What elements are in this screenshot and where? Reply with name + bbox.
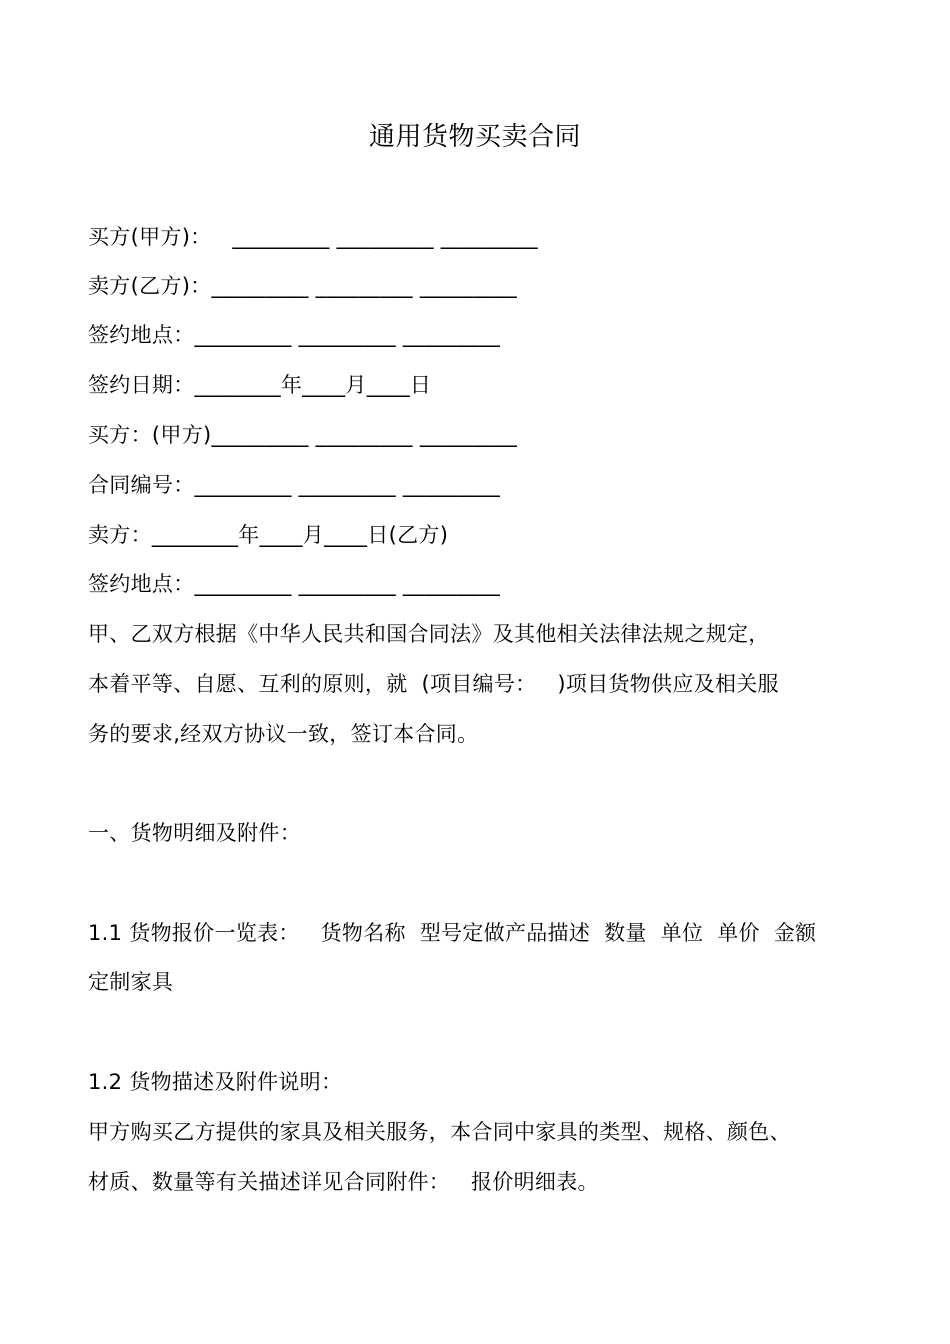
sign-place-field-2: 签约地点：_________ _________ _________: [88, 572, 501, 596]
item-1-2-body-line: 材质、数量等有关描述详见合同附件： 报价明细表。: [88, 1170, 599, 1194]
intro-paragraph-line: 务的要求,经双方协议一致，签订本合同。: [88, 722, 479, 746]
sign-place-field: 签约地点：_________ _________ _________: [88, 323, 501, 347]
document-title: 通用货物买卖合同: [368, 122, 581, 152]
intro-paragraph-line: 甲、乙双方根据《中华人民共和国合同法》及其他相关法律法规之规定，: [88, 622, 770, 646]
item-1-2-heading: 1.2 货物描述及附件说明：: [88, 1070, 343, 1094]
intro-paragraph-line: 本着平等、自愿、互利的原则，就 (项目编号： )项目货物供应及相关服: [88, 672, 779, 696]
buyer-field-2: 买方：(甲方)_________ _________ _________: [88, 423, 518, 447]
buyer-field: 买方(甲方)： _________ _________ _________: [88, 225, 538, 249]
sign-date-field: 签约日期：________年____月____日: [88, 373, 432, 397]
seller-field-2: 卖方：________年____月____日(乙方): [88, 523, 449, 547]
contract-number-field: 合同编号：_________ _________ _________: [88, 473, 501, 497]
seller-field: 卖方(乙方)：_________ _________ _________: [88, 274, 518, 298]
item-1-2-body-line: 甲方购买乙方提供的家具及相关服务，本合同中家具的类型、规格、颜色、: [88, 1120, 791, 1144]
item-1-1-line: 定制家具: [88, 970, 174, 994]
section-heading: 一、货物明细及附件：: [88, 821, 301, 845]
item-1-1-line: 1.1 货物报价一览表： 货物名称 型号定做产品描述 数量 单位 单价 金额: [88, 921, 817, 945]
